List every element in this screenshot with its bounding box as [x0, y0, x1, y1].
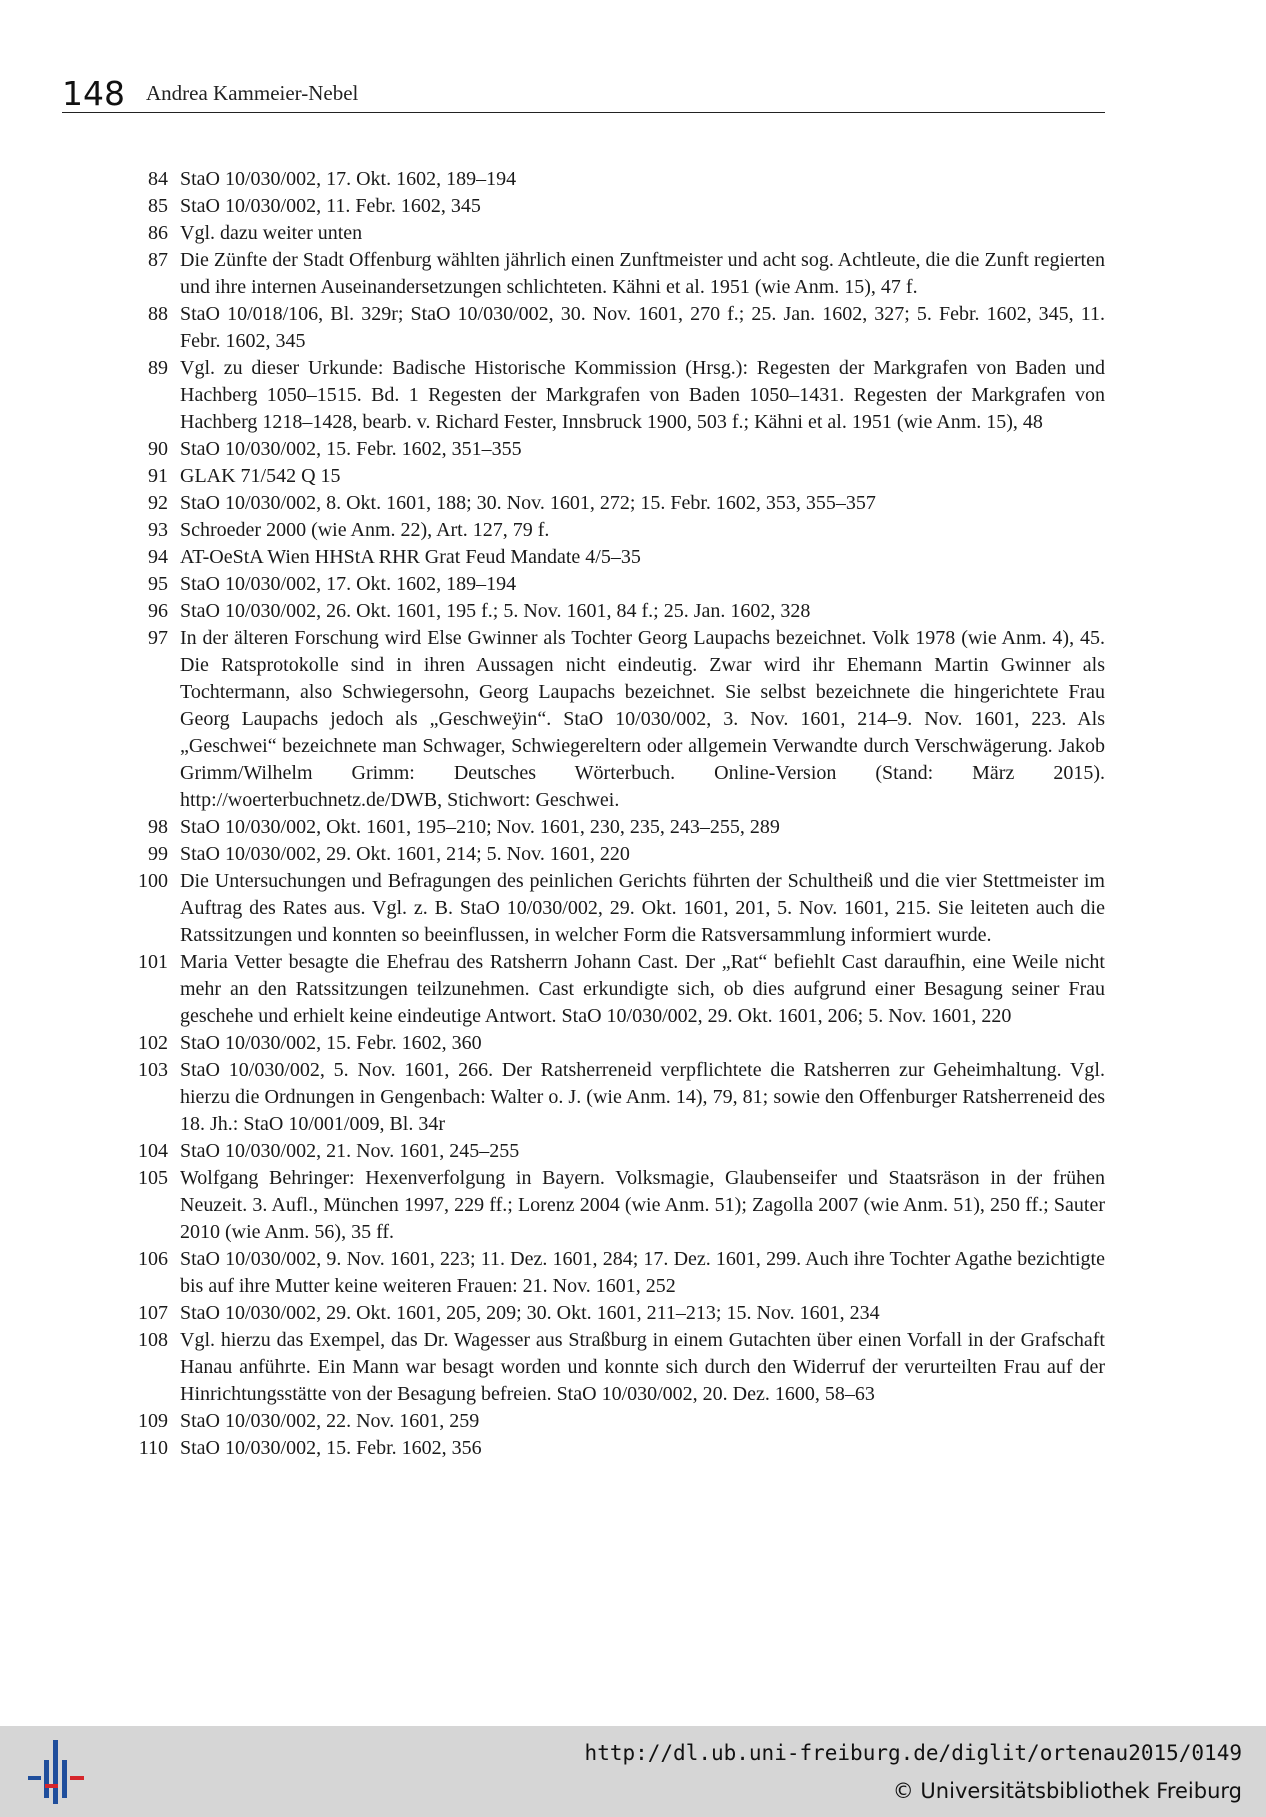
- footnote-text: StaO 10/030/002, 26. Okt. 1601, 195 f.; 5. Nov. 1601, 84 f.; 25. Jan. 1602, 328: [180, 600, 811, 622]
- footnote-number: 102: [138, 1032, 168, 1054]
- footnote-text: StaO 10/030/002, 29. Okt. 1601, 214; 5. Nov. 1601, 220: [180, 843, 630, 865]
- footnotes-list: [130, 166, 1105, 1462]
- footnote-110: [130, 1435, 1105, 1462]
- footnote-text: StaO 10/030/002, 21. Nov. 1601, 245–255: [180, 1140, 520, 1162]
- footnote-text: StaO 10/030/002, 22. Nov. 1601, 259: [180, 1410, 480, 1432]
- footnote-number: 97: [148, 627, 168, 649]
- footnote-text: StaO 10/030/002, 15. Febr. 1602, 351–355: [180, 438, 522, 460]
- ub-freiburg-logo-icon: [28, 1740, 84, 1804]
- footnote-92: [130, 490, 1105, 517]
- footnote-109: [130, 1408, 1105, 1435]
- footnote-96: [130, 598, 1105, 625]
- footnote-text: Wolfgang Behringer: Hexenverfolgung in Bayern. Volksmagie, Glaubenseifer und Staatsräson in der frühen Neuzeit. 3. Aufl., München 1997, 229 ff.; Lorenz 2004 (wie Anm. 51); Zagolla 2007 (wie Anm. 51), 250 ff.; Sauter 2010 (wie Anm. 56), 35 ff.: [180, 1167, 1105, 1243]
- footnote-number: 105: [138, 1167, 168, 1189]
- footnote-91: [130, 463, 1105, 490]
- running-head-author: Andrea Kammeier-Nebel: [146, 81, 359, 105]
- footnote-87: [130, 247, 1105, 301]
- footnote-number: 88: [148, 303, 168, 325]
- footer-url-link[interactable]: http://dl.ub.uni-freiburg.de/diglit/ortenau2015/0149: [584, 1741, 1242, 1765]
- footnote-99: [130, 841, 1105, 868]
- footnote-102: [130, 1030, 1105, 1057]
- footnote-105: [130, 1165, 1105, 1246]
- footnote-number: 87: [148, 249, 168, 271]
- footnote-text: Vgl. dazu weiter unten: [180, 222, 363, 244]
- footnote-107: [130, 1300, 1105, 1327]
- footnote-98: [130, 814, 1105, 841]
- footnote-number: 90: [148, 438, 168, 460]
- footnote-text: Schroeder 2000 (wie Anm. 22), Art. 127, 79 f.: [180, 519, 550, 541]
- footnote-number: 101: [138, 951, 168, 973]
- footnote-text: StaO 10/018/106, Bl. 329r; StaO 10/030/002, 30. Nov. 1601, 270 f.; 25. Jan. 1602, 327; 5. Febr. 1602, 345, 11. Febr. 1602, 345: [180, 303, 1105, 352]
- footnote-84: [130, 166, 1105, 193]
- footnote-88: [130, 301, 1105, 355]
- footnote-number: 100: [138, 870, 168, 892]
- footer-bar: [0, 1726, 1266, 1817]
- footnote-text: StaO 10/030/002, 5. Nov. 1601, 266. Der Ratsherreneid verpflichtete die Ratsherren zur Geheimhaltung. Vgl. hierzu die Ordnungen in Gengenbach: Walter o. J. (wie Anm. 14), 79, 81; sowie den Offenburger Ratsherreneid des 18. Jh.: StaO 10/001/009, Bl. 34r: [180, 1059, 1105, 1135]
- footnote-106: [130, 1246, 1105, 1300]
- footnote-86: [130, 220, 1105, 247]
- footnote-number: 89: [148, 357, 168, 379]
- footnote-number: 110: [138, 1437, 168, 1459]
- footnote-number: 91: [148, 465, 168, 487]
- footnote-103: [130, 1057, 1105, 1138]
- footnote-104: [130, 1138, 1105, 1165]
- footnote-97: [130, 625, 1105, 814]
- footnote-number: 95: [148, 573, 168, 595]
- footnote-text: Vgl. zu dieser Urkunde: Badische Historische Kommission (Hrsg.): Regesten der Markgrafen von Baden und Hachberg 1050–1515. Bd. 1 Regesten der Markgrafen von Baden 1050–1431. Regesten der Markgrafen von Hachberg 1218–1428, bearb. v. Richard Fester, Innsbruck 1900, 503 f.; Kähni et al. 1951 (wie Anm. 15), 48: [180, 357, 1105, 433]
- footnote-number: 98: [148, 816, 168, 838]
- footnote-94: [130, 544, 1105, 571]
- footnote-95: [130, 571, 1105, 598]
- footnote-number: 104: [138, 1140, 168, 1162]
- footnote-100: [130, 868, 1105, 949]
- footnote-text: StaO 10/030/002, 15. Febr. 1602, 360: [180, 1032, 482, 1054]
- footnote-text: Maria Vetter besagte die Ehefrau des Ratsherrn Johann Cast. Der „Rat“ befiehlt Cast daraufhin, eine Weile nicht mehr an den Ratssitzungen teilzunehmen. Cast erkundigte sich, ob dies aufgrund einer Besagung seiner Frau geschehe und erhielt keine eindeutige Antwort. StaO 10/030/002, 29. Okt. 1601, 206; 5. Nov. 1601, 220: [180, 951, 1105, 1027]
- footnote-number: 96: [148, 600, 168, 622]
- footnote-number: 106: [138, 1248, 168, 1270]
- footnote-number: 103: [138, 1059, 168, 1081]
- footnote-93: [130, 517, 1105, 544]
- footnote-number: 99: [148, 843, 168, 865]
- footnote-101: [130, 949, 1105, 1030]
- footnote-text: AT-OeStA Wien HHStA RHR Grat Feud Mandate 4/5–35: [180, 546, 641, 568]
- footnote-text: StaO 10/030/002, Okt. 1601, 195–210; Nov. 1601, 230, 235, 243–255, 289: [180, 816, 780, 838]
- footnote-number: 108: [138, 1329, 168, 1351]
- page-number: 148: [62, 74, 125, 113]
- footnote-108: [130, 1327, 1105, 1408]
- footnote-text: StaO 10/030/002, 17. Okt. 1602, 189–194: [180, 573, 517, 595]
- footnote-number: 92: [148, 492, 168, 514]
- footnote-text: In der älteren Forschung wird Else Gwinner als Tochter Georg Laupachs bezeichnet. Volk 1978 (wie Anm. 4), 45. Die Ratsprotokolle sind in ihren Aussagen nicht eindeutig. Zwar wird ihr Ehemann Martin Gwinner als Tochtermann, also Schwiegersohn, Georg Laupachs bezeichnet. Sie selbst bezeichnete die hingerichtete Frau Georg Laupachs jedoch als „Geschweÿin“. StaO 10/030/002, 3. Nov. 1601, 214–9. Nov. 1601, 223. Als „Geschwei“ bezeichnete man Schwager, Schwiegereltern oder allgemein Verwandte durch Verschwägerung. Jakob Grimm/Wilhelm Grimm: Deutsches Wörterbuch. Online-Version (Stand: März 2015). http://woerterbuchnetz.de/DWB, Stichwort: Geschwei.: [180, 627, 1105, 811]
- footnote-number: 94: [148, 546, 168, 568]
- footnote-number: 85: [148, 195, 168, 217]
- footnote-85: [130, 193, 1105, 220]
- footnote-text: StaO 10/030/002, 15. Febr. 1602, 356: [180, 1437, 482, 1459]
- footnote-number: 107: [138, 1302, 168, 1324]
- page-header: [62, 74, 1105, 113]
- footnote-text: Die Zünfte der Stadt Offenburg wählten jährlich einen Zunftmeister und acht sog. Achtleute, die die Zunft regierten und ihre internen Auseinandersetzungen schlichteten. Kähni et al. 1951 (wie Anm. 15), 47 f.: [180, 249, 1105, 298]
- footnote-number: 86: [148, 222, 168, 244]
- footnote-90: [130, 436, 1105, 463]
- footnote-89: [130, 355, 1105, 436]
- footnote-text: StaO 10/030/002, 17. Okt. 1602, 189–194: [180, 168, 517, 190]
- footnote-text: StaO 10/030/002, 8. Okt. 1601, 188; 30. Nov. 1601, 272; 15. Febr. 1602, 353, 355–357: [180, 492, 876, 514]
- footnote-text: Vgl. hierzu das Exempel, das Dr. Wagesser aus Straßburg in einem Gutachten über einen Vorfall in der Grafschaft Hanau anführte. Ein Mann war besagt worden und konnte sich durch den Widerruf der verurteilten Frau auf der Hinrichtungsstätte von der Besagung befreien. StaO 10/030/002, 20. Dez. 1600, 58–63: [180, 1329, 1105, 1405]
- footnote-text: GLAK 71/542 Q 15: [180, 465, 341, 487]
- footnote-number: 93: [148, 519, 168, 541]
- footnote-text: Die Untersuchungen und Befragungen des peinlichen Gerichts führten der Schultheiß und die vier Stettmeister im Auftrag des Rates aus. Vgl. z. B. StaO 10/030/002, 29. Okt. 1601, 201, 5. Nov. 1601, 215. Sie leiteten auch die Ratssitzungen und konnten so beeinflussen, in welcher Form die Ratsversammlung informiert wurde.: [180, 870, 1105, 946]
- footnote-number: 84: [148, 168, 168, 190]
- footnote-number: 109: [138, 1410, 168, 1432]
- footnote-text: StaO 10/030/002, 11. Febr. 1602, 345: [180, 195, 481, 217]
- footnote-text: StaO 10/030/002, 9. Nov. 1601, 223; 11. Dez. 1601, 284; 17. Dez. 1601, 299. Auch ihre Tochter Agathe bezichtigte bis auf ihre Mutter keine weiteren Frauen: 21. Nov. 1601, 252: [180, 1248, 1105, 1297]
- footnote-text: StaO 10/030/002, 29. Okt. 1601, 205, 209; 30. Okt. 1601, 211–213; 15. Nov. 1601, 234: [180, 1302, 880, 1324]
- footer-copyright: © Universitätsbibliothek Freiburg: [892, 1779, 1242, 1803]
